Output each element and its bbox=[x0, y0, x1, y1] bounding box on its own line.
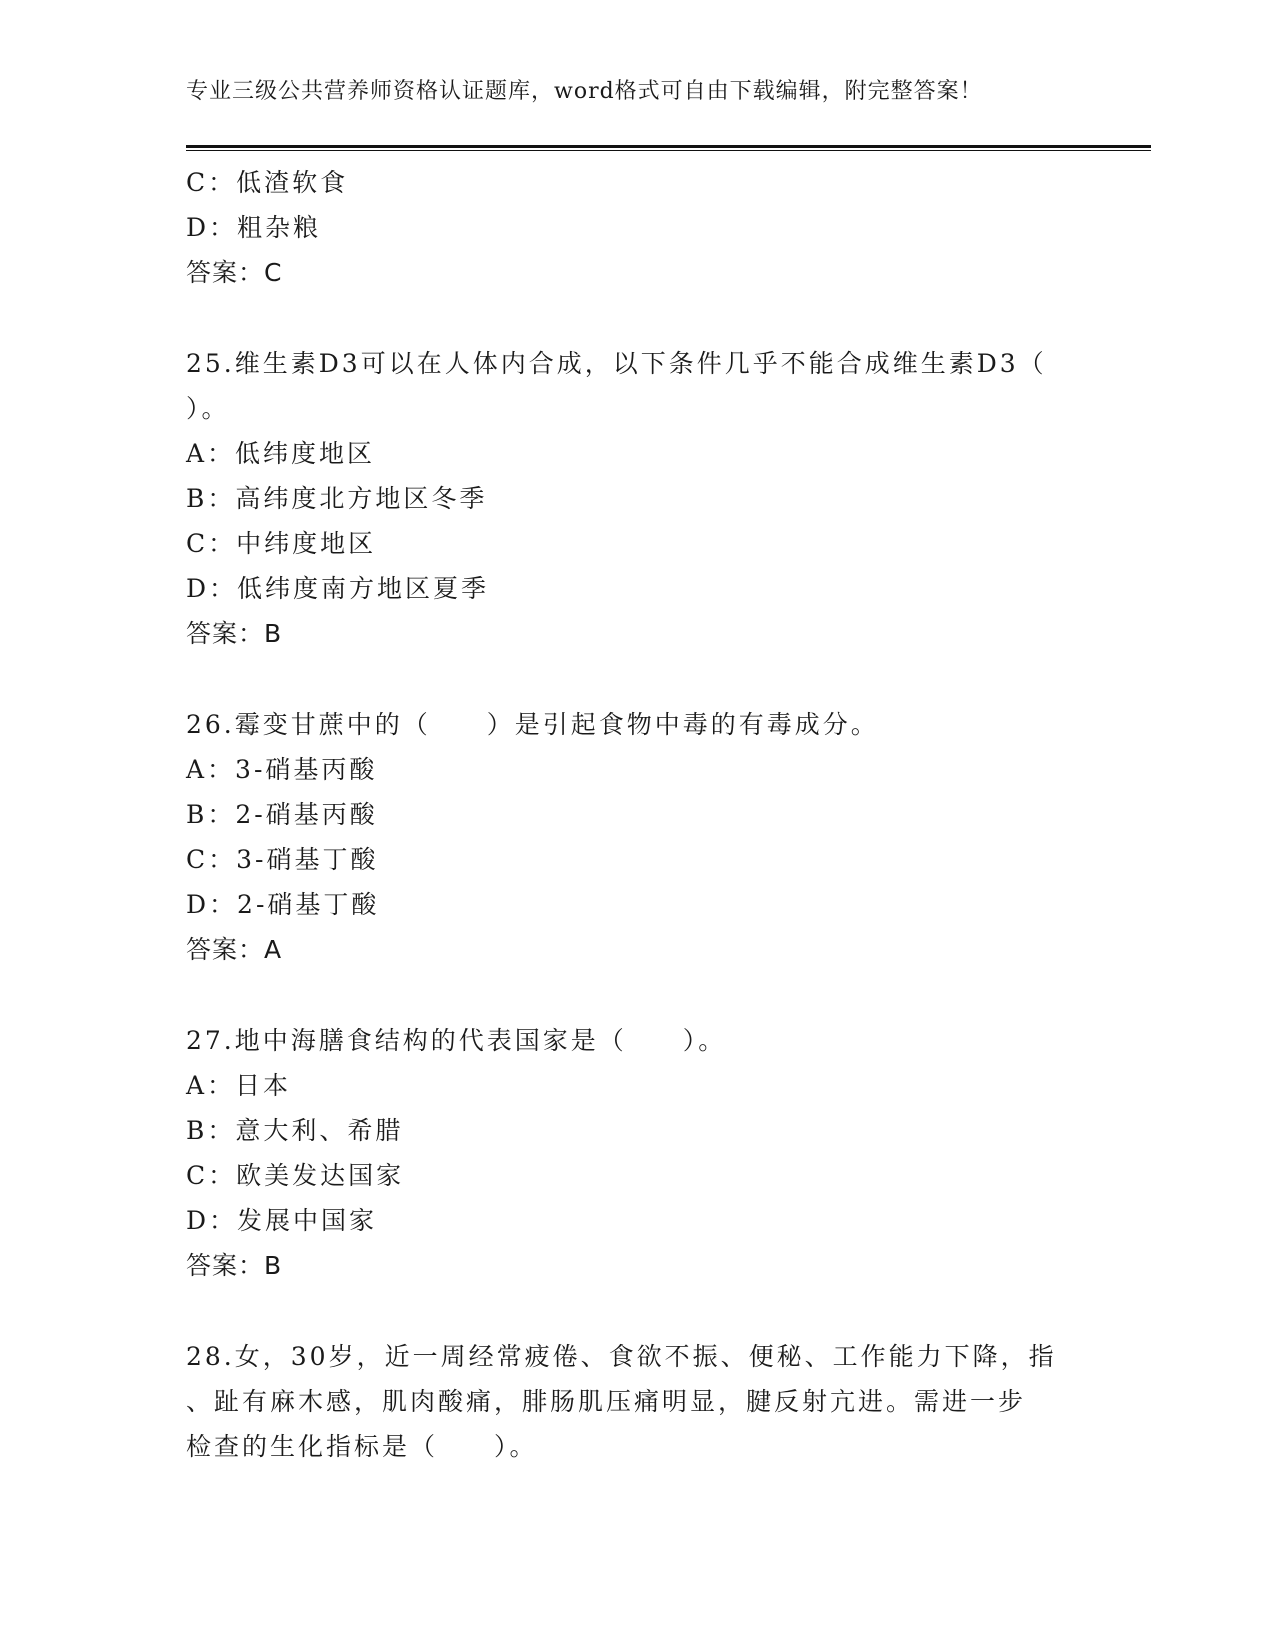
question-26 bbox=[186, 702, 1086, 972]
question-stem-line: ）。 bbox=[186, 394, 230, 423]
question-stem-line: 25.维生素D3可以在人体内合成，以下条件几乎不能合成维生素D3（ bbox=[186, 349, 1047, 378]
question-stem bbox=[186, 1018, 1086, 1063]
answer: 答案：C bbox=[186, 258, 283, 287]
stem-before-blank: 27.地中海膳食结构的代表国家是（ bbox=[186, 1026, 627, 1055]
option-d: D：低纬度南方地区夏季 bbox=[186, 574, 490, 603]
option-d: D：2-硝基丁酸 bbox=[186, 890, 380, 919]
question-stem-line: 、趾有麻木感，肌肉酸痛，腓肠肌压痛明显，腱反射亢进。需进一步 bbox=[186, 1387, 1027, 1416]
question-25 bbox=[186, 341, 1086, 656]
question-stem bbox=[186, 1424, 1086, 1469]
option-c: C：3-硝基丁酸 bbox=[186, 845, 379, 874]
option-c: C：欧美发达国家 bbox=[186, 1161, 405, 1190]
answer: 答案：B bbox=[186, 619, 283, 648]
option-b: B：高纬度北方地区冬季 bbox=[186, 484, 488, 513]
header-rule-thin bbox=[186, 150, 1151, 151]
option-b: B：2-硝基丙酸 bbox=[186, 800, 378, 829]
option-c: C：低渣软食 bbox=[186, 168, 349, 197]
answer: 答案：B bbox=[186, 1251, 283, 1280]
option-a: A：3-硝基丙酸 bbox=[186, 755, 378, 784]
question-27 bbox=[186, 1018, 1086, 1288]
option-c: C：中纬度地区 bbox=[186, 529, 377, 558]
stem-after-blank: ）。 bbox=[682, 1026, 727, 1055]
question-stem-line: 28.女，30岁，近一周经常疲倦、食欲不振、便秘、工作能力下降，指 bbox=[186, 1342, 1057, 1371]
header-rule-thick bbox=[186, 145, 1151, 148]
question-28 bbox=[186, 1334, 1086, 1469]
page-header: 专业三级公共营养师资格认证题库，word格式可自由下载编辑，附完整答案！ bbox=[186, 79, 983, 104]
stem-after-blank: ）是引起食物中毒的有毒成分。 bbox=[486, 710, 879, 739]
stem-before-blank: 26.霉变甘蔗中的（ bbox=[186, 710, 431, 739]
question-stem bbox=[186, 702, 1086, 747]
option-d: D：粗杂粮 bbox=[186, 213, 322, 242]
option-b: B：意大利、希腊 bbox=[186, 1116, 404, 1145]
stem-before-blank: 检查的生化指标是（ bbox=[186, 1432, 439, 1461]
option-a: A：低纬度地区 bbox=[186, 439, 376, 468]
answer: 答案：A bbox=[186, 935, 283, 964]
option-a: A：日本 bbox=[186, 1071, 292, 1100]
stem-after-blank: ）。 bbox=[494, 1432, 538, 1461]
question-content bbox=[186, 160, 1086, 1469]
option-d: D：发展中国家 bbox=[186, 1206, 378, 1235]
